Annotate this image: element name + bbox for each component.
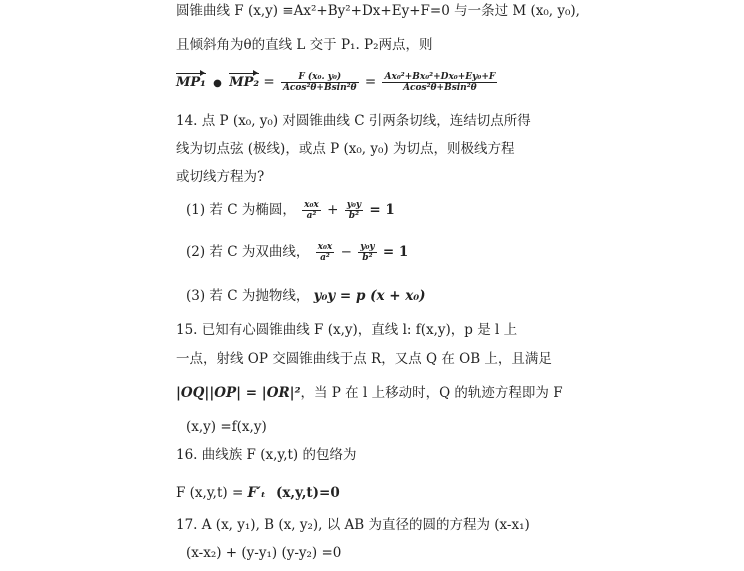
fraction-y0y-b2 — [358, 242, 376, 263]
fraction-expanded — [382, 72, 497, 93]
case-hyperbola — [186, 242, 408, 263]
q16-prefix: F (x,y,t) = — [176, 485, 244, 501]
fraction-numerator: x₀x — [304, 200, 319, 210]
case-parabola — [186, 287, 426, 305]
case-ellipse — [186, 200, 395, 221]
case-label: (3) 若 C 为抛物线， — [186, 288, 310, 304]
fraction-numerator: y₀y — [360, 242, 375, 252]
fraction-x0x-a2 — [316, 242, 335, 263]
text-line-q14-2: 线为切点弦 (极线)，或点 P (x₀, y₀) 为切点，则极线方程 — [176, 141, 515, 157]
vector-mp1: MP₁ — [176, 75, 206, 90]
q15-text: ，当 P 在 l 上移动时，Q 的轨迹方程即为 F — [300, 385, 563, 401]
fraction-numerator: Ax₀²+Bx₀²+Dx₀+Ey₀+F — [384, 72, 496, 82]
fraction-denominator: a² — [320, 253, 330, 263]
parabola-formula: y₀y = p (x + x₀) — [313, 288, 426, 304]
minus-sign: − — [340, 244, 352, 260]
q15-formula: |OQ||OP| = |OR|² — [176, 385, 301, 401]
q16-ft: F′ₜ — [247, 485, 266, 501]
fraction-denominator: b² — [348, 211, 360, 221]
text-line-q14-3: 或切线方程为? — [176, 169, 265, 185]
text-line-q15-3 — [176, 384, 563, 402]
fraction-f-over-denominator — [281, 72, 359, 93]
equals-one: = 1 — [382, 244, 409, 260]
text-line-inclination: 且倾斜角为θ的直线 L 交于 P₁. P₂两点，则 — [176, 37, 433, 53]
text-line-q14-1: 14. 点 P (x₀, y₀) 对圆锥曲线 C 引两条切线，连结切点所得 — [176, 113, 531, 129]
text-line-q16-answer — [176, 484, 340, 502]
vector-mp2: MP₂ — [229, 75, 260, 90]
fraction-numerator: F (x₀. y₀) — [281, 72, 359, 83]
formula-vector-product — [176, 72, 499, 93]
text-line-q15-2: 一点，射线 OP 交圆锥曲线于点 R，又点 Q 在 OB 上，且满足 — [176, 351, 552, 367]
dot-operator: ● — [213, 78, 222, 89]
case-label: (2) 若 C 为双曲线， — [186, 244, 310, 260]
equals-one: = 1 — [369, 202, 395, 218]
text-line-q17-1: 17. A (x, y₁), B (x, y₂), 以 AB 为直径的圆的方程为 (x-x₁) — [176, 517, 530, 533]
fraction-numerator: y₀y — [346, 200, 362, 210]
text-line-q15-4: (x,y) =f(x,y) — [186, 419, 267, 435]
plus-sign: + — [327, 202, 339, 218]
fraction-numerator: x₀x — [317, 242, 333, 252]
text-line-q15-1: 15. 已知有心圆锥曲线 F (x,y)，直线 l: f(x,y)，p 是 l 上 — [176, 322, 518, 338]
fraction-x0x-a2 — [302, 200, 321, 221]
text-line-q16: 16. 曲线族 F (x,y,t) 的包络为 — [176, 447, 357, 463]
equals-sign: = — [263, 74, 275, 90]
fraction-denominator: a² — [306, 211, 317, 221]
q16-tail: (x,y,t)=0 — [276, 485, 340, 501]
text-line-q17-2: (x-x₂) + (y-y₁) (y-y₂) =0 — [186, 545, 342, 561]
case-label: (1) 若 C 为椭圆， — [186, 202, 296, 218]
fraction-denominator: b² — [362, 253, 373, 263]
fraction-denominator: Acos²θ+Bsin²θ — [282, 83, 357, 93]
fraction-y0y-b2 — [345, 200, 363, 221]
text-line-conic-definition: 圆锥曲线 F (x,y) ≡Ax²+By²+Dx+Ey+F=0 与一条过 M (x₀, y₀), — [176, 3, 580, 19]
fraction-denominator: Acos²θ+Bsin²θ — [403, 83, 477, 93]
equals-sign: = — [364, 74, 377, 90]
